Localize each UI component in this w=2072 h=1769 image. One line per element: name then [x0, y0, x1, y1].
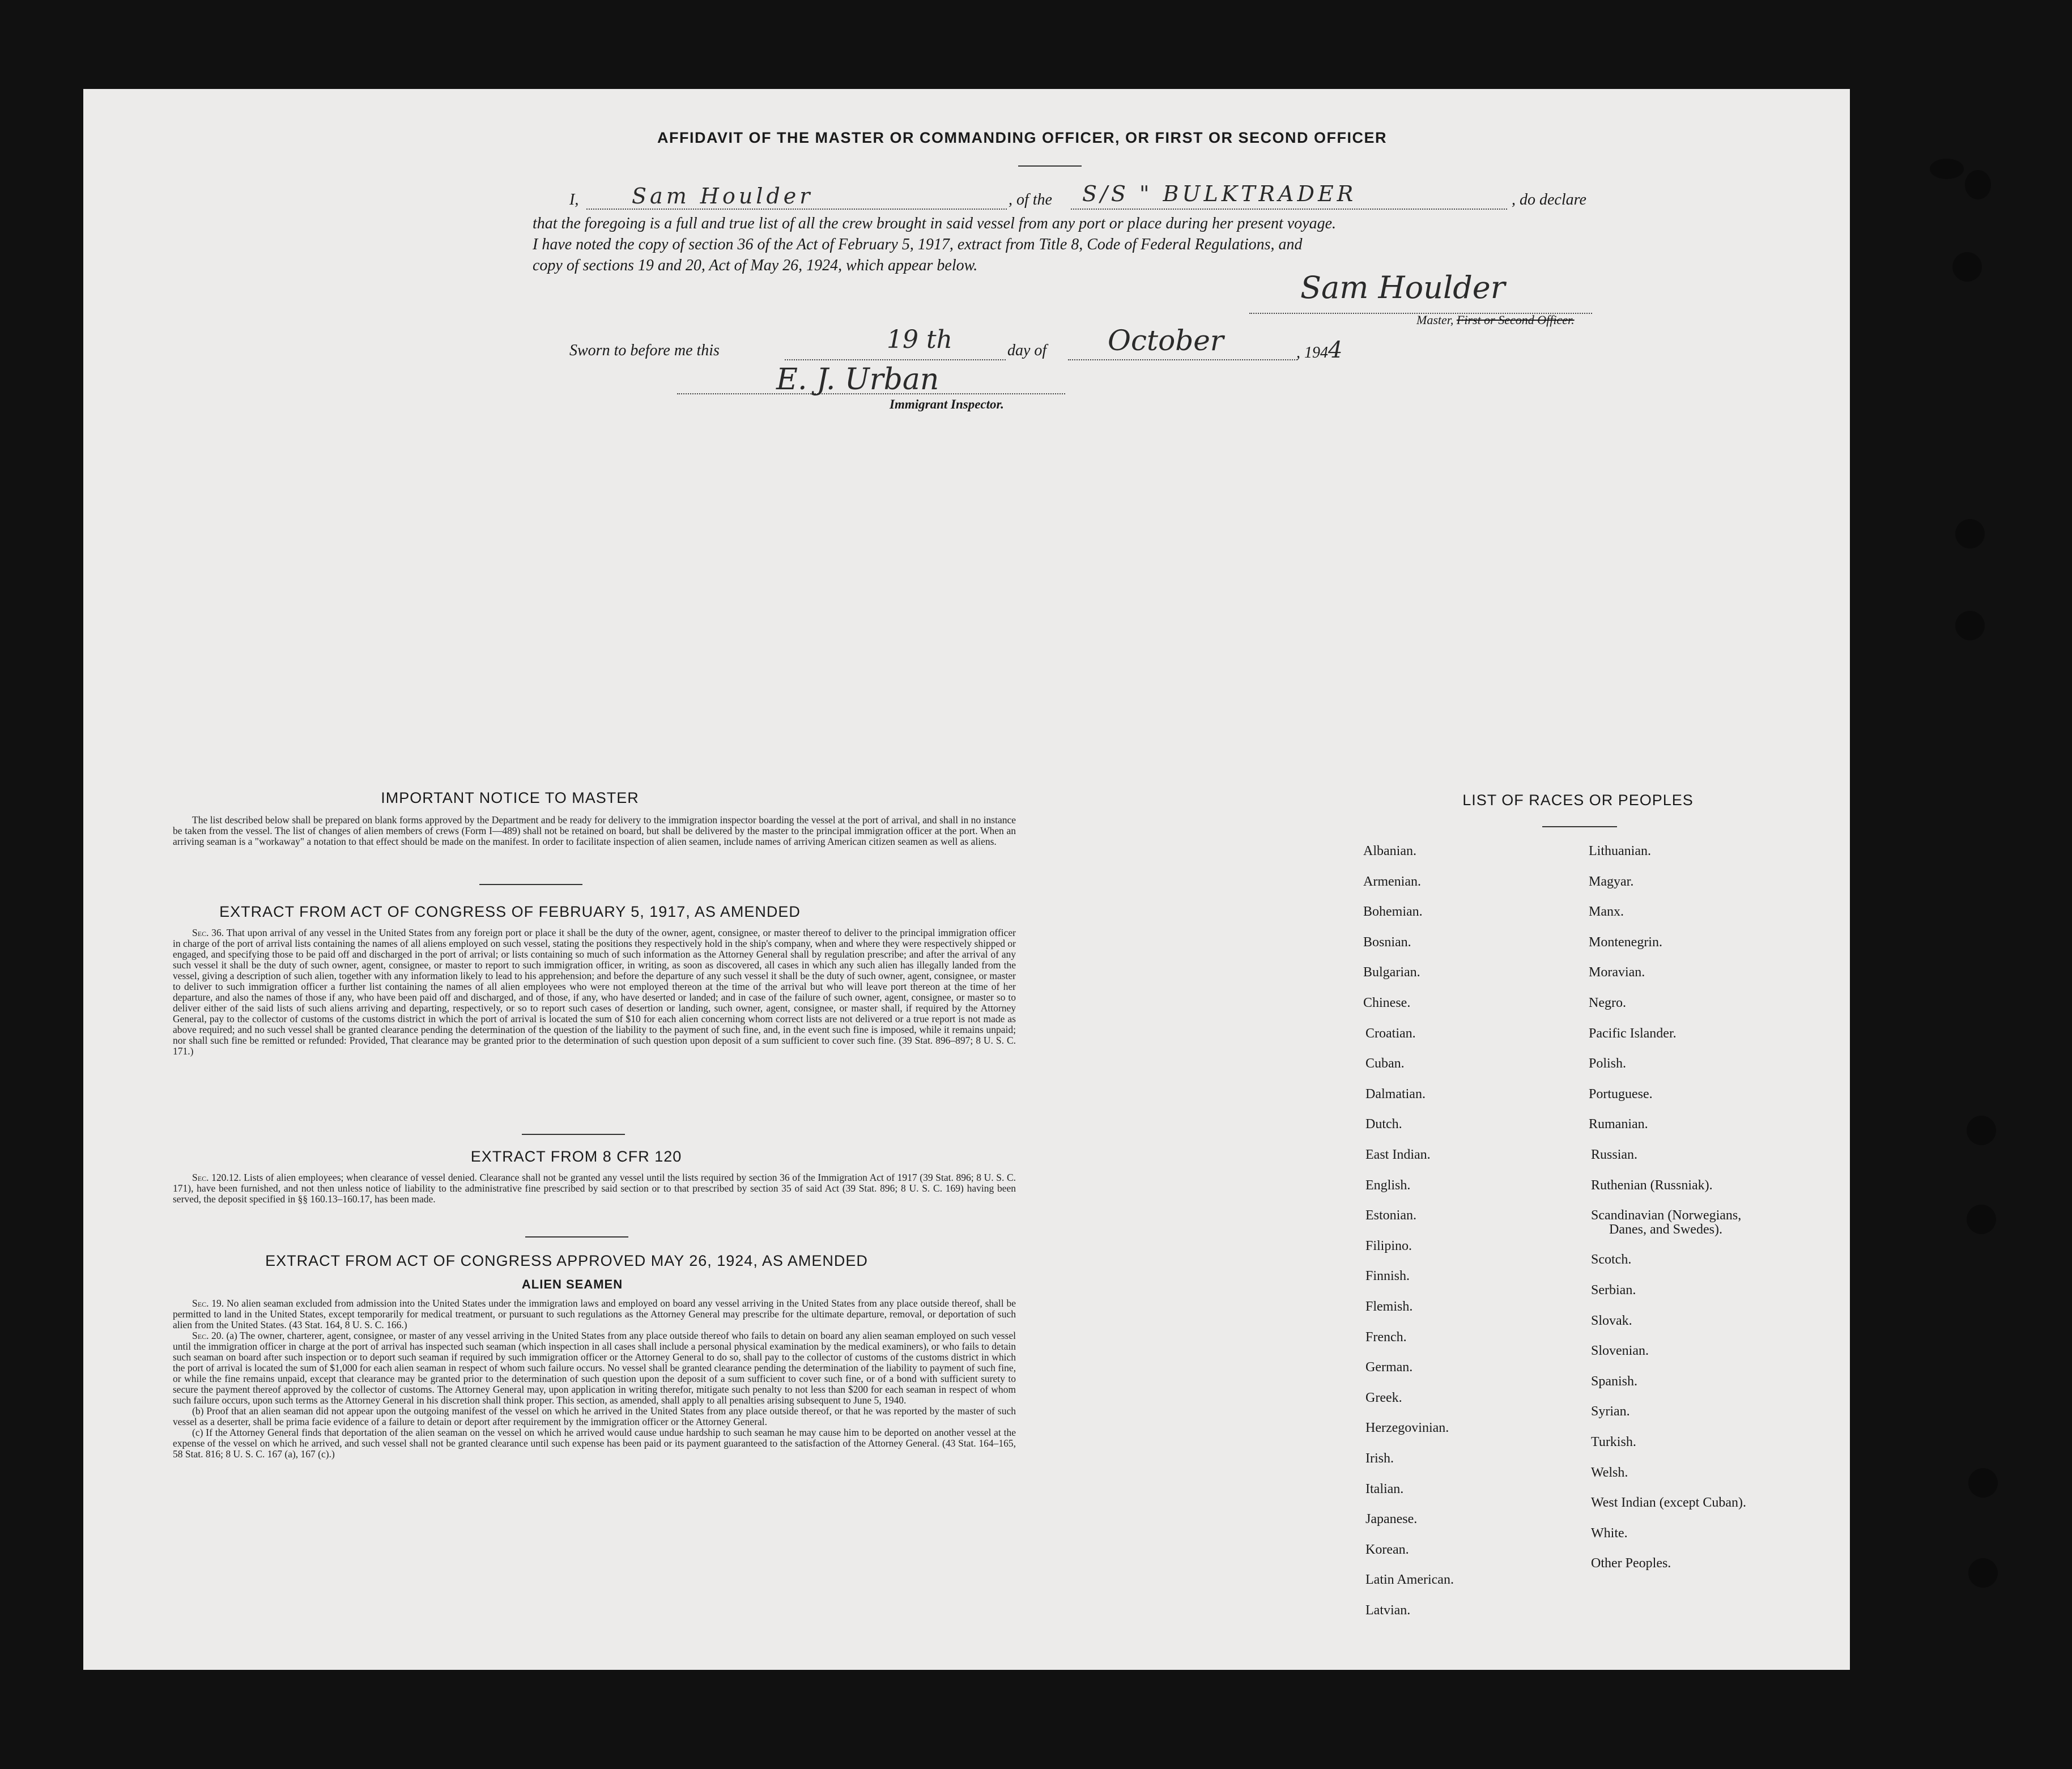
punch-hole [1965, 170, 1991, 199]
day-of-label: day of [1007, 342, 1047, 359]
master-signature: Sam Houlder [1300, 270, 1505, 305]
punch-hole [1955, 611, 1985, 640]
punch-hole [1967, 1205, 1996, 1234]
race-item: Flemish. [1365, 1299, 1413, 1314]
race-item: German. [1365, 1360, 1413, 1375]
master-name: Sam Houlder [632, 184, 814, 209]
race-item: Herzegovinian. [1365, 1421, 1449, 1436]
affidavit-title: AFFIDAVIT OF THE MASTER OR COMMANDING OFFICER, OR FIRST OR SECOND OFFICER [657, 129, 1387, 146]
extract-1924-heading: EXTRACT FROM ACT OF CONGRESS APPROVED MAY 26, 1924, AS AMENDED [265, 1252, 868, 1269]
sec-20-label: Sec. 20. [192, 1330, 224, 1341]
race-item: Finnish. [1365, 1269, 1410, 1284]
race-item: Slovak. [1591, 1313, 1632, 1328]
race-item: Montenegrin. [1589, 934, 1662, 950]
declaration-line-3: I have noted the copy of section 36 of the Act of February 5, 1917, extract from Title 8, Code of Federal Regulations, and [533, 236, 1303, 253]
race-item: English. [1365, 1177, 1411, 1193]
race-item: Portuguese. [1589, 1086, 1653, 1102]
alien-seamen-subheading: ALIEN SEAMEN [521, 1277, 623, 1291]
sworn-day: 19 th [887, 325, 952, 354]
race-item: Turkish. [1591, 1435, 1636, 1449]
sec-19-text: No alien seaman excluded from admission into the United States under the immigration laws and employed on board any vessel arriving in the United States from any place outside thereof, shall be permitted to land in the United States, except temporarily for medical treatment, or pursuant to such regulations as the Attorney General may prescribe for the ultimate departure, removal, or deportation of such alien from the United States. (43 Stat. 164, 8 U. S. C. 166.) [173, 1298, 1016, 1330]
struck-officer-label: First or Second Officer. [1456, 313, 1575, 327]
race-item: Dalmatian. [1365, 1086, 1426, 1102]
race-item: Ruthenian (Russniak). [1591, 1177, 1713, 1193]
race-item: Spanish. [1591, 1373, 1638, 1389]
punch-hole [1955, 519, 1985, 548]
declaration-line-2: that the foregoing is a full and true list of all the crew brought in said vessel from any port or place during her present voyage. [533, 215, 1337, 232]
vessel-name: S/S " BULKTRADER [1082, 181, 1357, 206]
notice-text: The list described below shall be prepared on blank forms approved by the Department and be ready for delivery to the immigration inspector boarding the vessel at the port of arrival, and shall in no instance be taken from the vessel. The list of changes of alien members of crews (Form I—489) shall not be retained on board, but shall be delivered by the master to the principal immigration officer at the port. When an arriving seaman is a "workaway" a notation to that effect should be made on the manifest. In order to facilitate inspection of alien seamen, include names of arriving American citizen seamen as well as aliens. [173, 814, 1016, 847]
extract-cfr-heading: EXTRACT FROM 8 CFR 120 [470, 1148, 682, 1165]
race-item: Scotch. [1591, 1252, 1632, 1268]
race-item: Latvian. [1365, 1603, 1411, 1618]
extract-cfr-body [173, 1172, 1016, 1205]
race-item: Albanian. [1363, 844, 1416, 858]
sec-120-text: Lists of alien employees; when clearance of vessel denied. Clearance shall not be granted any vessel until the lists required by section 36 of the Immigration Act of 1917 (39 Stat. 896; 8 U. S. C. 171), have been furnished, and not then unless notice of liability to the administrative fine prescribed by said section or to that prescribed by section 35 of said Act (39 Stat. 896; 8 U. S. C. 169) having been served, the deposit specified in §§ 160.13–160.17, has been made. [173, 1172, 1016, 1205]
divider [1018, 165, 1082, 167]
race-item: Greek. [1365, 1390, 1402, 1405]
race-item: Chinese. [1363, 996, 1411, 1010]
declaration-line-1 [569, 189, 578, 210]
race-item: Bohemian. [1363, 904, 1423, 920]
race-item: Moravian. [1589, 965, 1645, 980]
race-item: Korean. [1365, 1542, 1409, 1557]
inspector-label: Immigrant Inspector. [890, 397, 1004, 411]
race-item: West Indian (except Cuban). [1591, 1495, 1746, 1511]
notice-heading: IMPORTANT NOTICE TO MASTER [381, 789, 639, 806]
do-declare-label: , do declare [1512, 191, 1586, 209]
sec-120-label: Sec. 120.12. [192, 1172, 241, 1183]
race-item: Magyar. [1589, 874, 1634, 889]
sec-36-label: Sec. 36. [192, 927, 224, 938]
divider [525, 1236, 628, 1238]
sec-20b-text: (b) Proof that an alien seaman did not appear upon the outgoing manifest of the vessel on which he arrived in the United States from any place outside thereof, or that he was reported by the master of such vessel as a deserter, shall be prima facie evidence of a failure to detain or deport after requirement by the immigration officer or the Attorney General. [173, 1405, 1016, 1427]
race-item: Scandinavian (Norwegians, [1591, 1208, 1742, 1223]
race-item: Syrian. [1591, 1404, 1630, 1419]
race-item: Rumanian. [1589, 1117, 1648, 1132]
notice-body [173, 815, 1016, 847]
race-item: Lithuanian. [1589, 844, 1651, 858]
race-item: Other Peoples. [1591, 1556, 1671, 1571]
declaration-line-4: copy of sections 19 and 20, Act of May 26, 1924, which appear below. [533, 257, 978, 274]
divider [479, 884, 582, 885]
sworn-day-field [785, 325, 1006, 360]
sworn-label: Sworn to before me this [569, 342, 720, 359]
race-item: Welsh. [1591, 1465, 1628, 1480]
year-prefix: , 194 [1296, 344, 1328, 362]
race-item: Filipino. [1365, 1238, 1412, 1253]
signer-title [1416, 313, 1575, 328]
race-item: Serbian. [1591, 1283, 1636, 1298]
race-item: Latin American. [1365, 1572, 1454, 1588]
punch-hole [1930, 159, 1964, 179]
inspector-signature: E. J. Urban [776, 363, 939, 397]
sec-19-label: Sec. 19. [192, 1298, 224, 1309]
punch-hole [1952, 252, 1982, 282]
race-item: Dutch. [1365, 1117, 1402, 1132]
punch-hole [1968, 1468, 1998, 1498]
race-item: White. [1591, 1525, 1628, 1541]
master-signature-field [1249, 270, 1592, 314]
race-item: Negro. [1589, 996, 1626, 1010]
punch-hole [1967, 1116, 1996, 1145]
race-item: Slovenian. [1591, 1343, 1649, 1359]
sworn-month: October [1108, 324, 1224, 357]
sec-36-text: That upon arrival of any vessel in the United States from any foreign port or place it shall be the duty of the owner, agent, consignee, or master thereof to deliver to the principal immigration officer in charge of the port of arrival lists containing the names of all aliens employed on such vessel, stating the positions they respectively hold in the ship's company, when and where they were respectively shipped or engaged, and specifying those to be paid off and discharged in the port of arrival; or lists containing so much of such information as the Attorney General shall by regulation prescribe; and after the arrival of any such vessel it shall be the duty of such owner, agent, consignee, or master to report to such immigration officer, in writing, as soon as discovered, all cases in which any such alien has illegally landed from the vessel, giving a description of such alien, together with any information likely to lead to his apprehension; and before the departure of any such vessel it shall be the duty of such owner, agent, consignee, or master to deliver to such immigration officer a further list containing the names of all alien employees who were not employed thereon at the time of the arrival but who will leave port thereon at the time of her departure, and also the names of those if any, who have been paid off and discharged, and of those, if any, who have deserted or landed; and in case of the failure of such owner, agent, consignee, or master so to deliver either of the said lists of such aliens arriving and departing, respectively, or so to report such cases of desertion or landing, such owner, agent, consignee, or master shall, if required by the Attorney General, pay to the collector of customs of the customs district in which the port of arrival is located the sum of $10 for each alien concerning whom correct lists are not delivered or a true report is not made as above required; and no such vessel shall be granted clearance pending the determination of the question of the liability to the payment of such fine, and, in the event such fine is imposed, while it remains unpaid; nor shall such fine be remitted or refunded: Provided, That clearance may be granted prior to the determination of such question upon deposit of a sum sufficient to cover such fine. (39 Stat. 896–897; 8 U. S. C. 171.) [173, 927, 1016, 1057]
sworn-year [1296, 337, 1343, 363]
race-item: Irish. [1365, 1451, 1394, 1466]
race-item: Japanese. [1365, 1512, 1418, 1527]
punch-hole [1968, 1558, 1998, 1588]
extract-1917-body [173, 928, 1016, 1057]
race-item: French. [1365, 1329, 1407, 1345]
race-item: Bulgarian. [1363, 965, 1420, 980]
race-item: Estonian. [1365, 1208, 1416, 1223]
race-item: Italian. [1365, 1481, 1404, 1496]
extract-1917-heading: EXTRACT FROM ACT OF CONGRESS OF FEBRUARY 5, 1917, AS AMENDED [219, 903, 801, 920]
vessel-name-field [1071, 181, 1507, 210]
race-item: Armenian. [1363, 874, 1421, 889]
race-item: Danes, and Swedes). [1609, 1222, 1722, 1237]
divider [1542, 826, 1617, 827]
races-heading: LIST OF RACES OR PEOPLES [1462, 792, 1694, 809]
race-item: Pacific Islander. [1589, 1026, 1677, 1041]
divider [522, 1134, 625, 1135]
of-the-label: , of the [1009, 191, 1052, 209]
race-item: East Indian. [1365, 1147, 1431, 1162]
race-item: Russian. [1591, 1147, 1638, 1162]
inspector-signature-field [677, 363, 1065, 397]
sec-20a-text: (a) The owner, charterer, agent, consignee, or master of any vessel arriving in the United States from any place outside thereof who fails to detain on board any alien seaman employed on such vessel until the immigration officer in charge at the port of arrival has inspected such seaman (which inspection in all cases shall include a personal physical examination by the medical examiners), or who fails to detain such seaman on board after such inspection or to deport such seaman if required by such immigration officer or the Attorney General to do so, shall pay to the collector of customs of the customs district in which the port of arrival is located the sum of $1,000 for each alien seaman in respect of whom such failure occurs. No vessel shall be granted clearance pending the determination of the liability to payment of such fine, or while the fine remains unpaid, except that clearance may be granted prior to the determination of such question upon the deposit of a sum sufficient to cover such fine, or of a bond with sufficient surety to secure the payment thereof approved by the collector of customs. The Attorney General may, upon application in writing therefor, mitigate such penalty to not less than $200 for each seaman in respect of whom such failure occurs, upon such terms as the Attorney General in his discretion shall think proper. This section, as amended, shall apply to all penalties arising subsequent to June 5, 1940. [173, 1330, 1016, 1406]
master-name-field [586, 184, 1007, 210]
race-item: Cuban. [1365, 1056, 1405, 1071]
sworn-month-field [1068, 324, 1297, 360]
race-item: Bosnian. [1363, 934, 1411, 950]
race-item: Polish. [1589, 1056, 1627, 1071]
master-label: Master, [1416, 313, 1454, 327]
i-label: I, [569, 191, 579, 209]
race-item: Manx. [1589, 904, 1624, 920]
race-item: Croatian. [1365, 1026, 1416, 1041]
sec-20c-text: (c) If the Attorney General finds that deportation of the alien seaman on the vessel on which he arrived would cause undue hardship to such seaman he may cause him to be deported on another vessel at the expense of the vessel on which he arrived, and such vessel shall not be granted clearance until such expense has been paid or its payment guaranteed to the satisfaction of the Attorney General. (43 Stat. 164–165, 58 Stat. 816; 8 U. S. C. 167 (a), 167 (c).) [173, 1427, 1016, 1460]
extract-1924-body [173, 1298, 1016, 1460]
year-digit: 4 [1328, 337, 1343, 363]
